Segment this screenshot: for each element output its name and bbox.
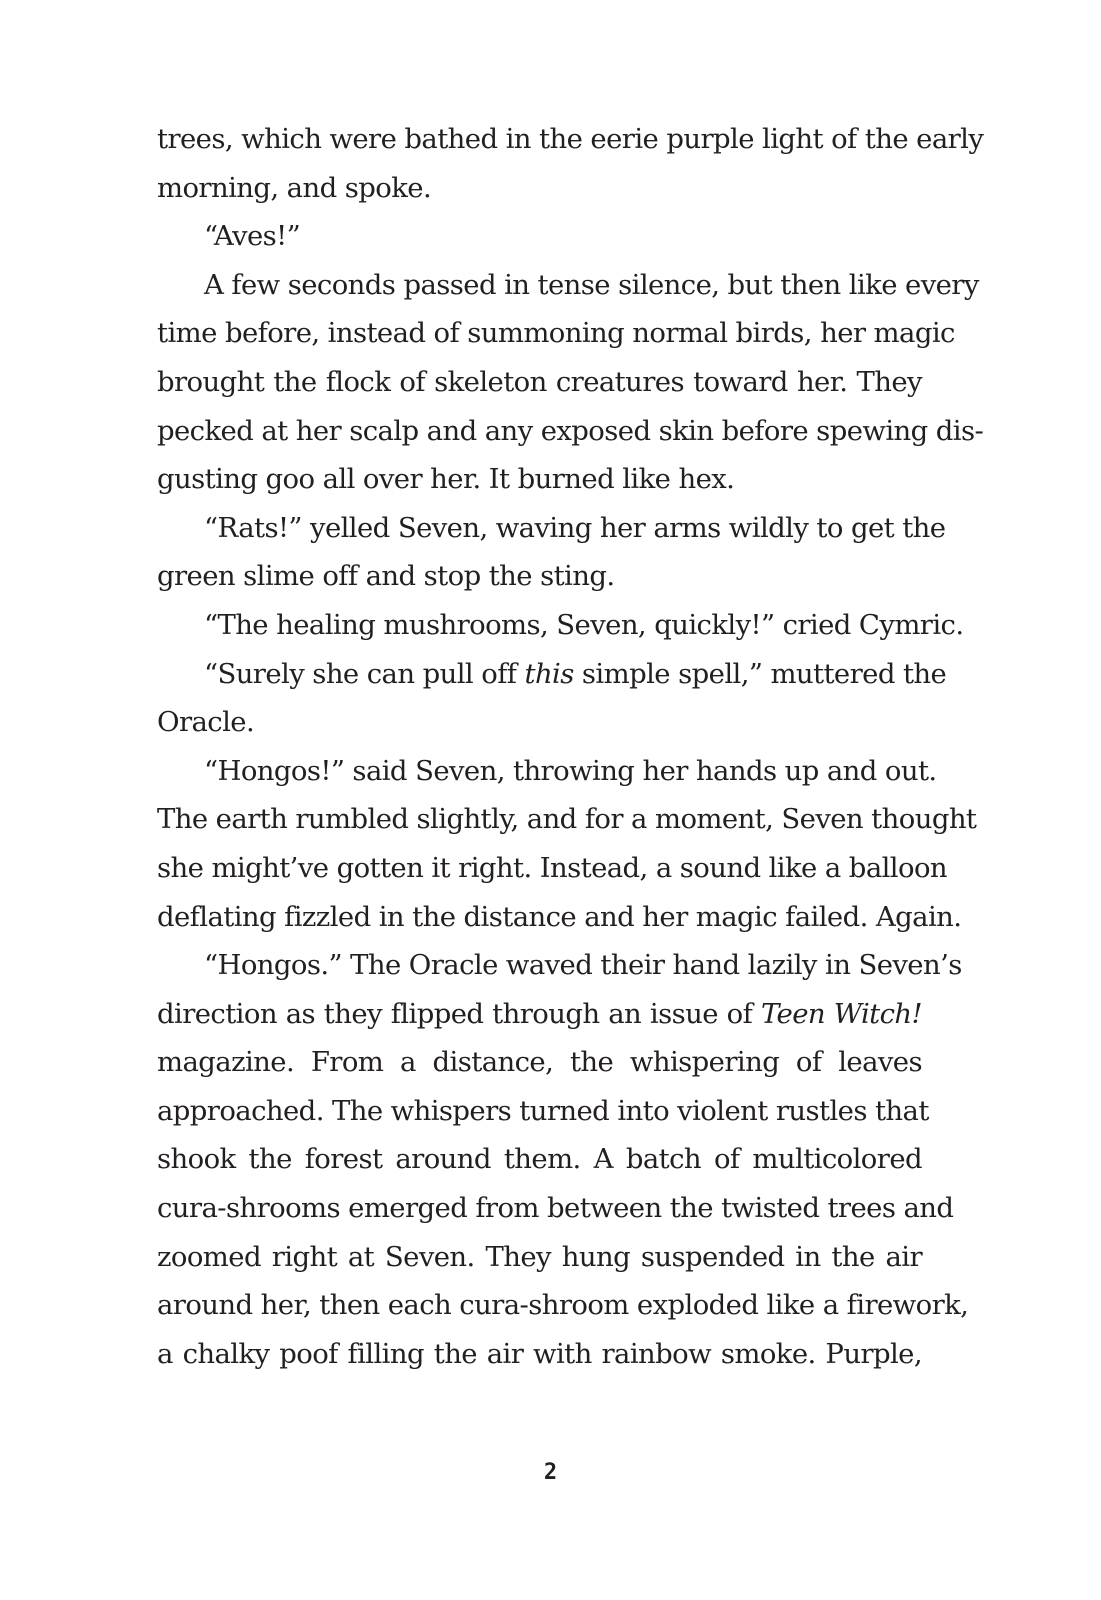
text-line: [157, 212, 922, 261]
text-run: “The healing mushrooms, Seven, quickly!” cried Cymric.: [204, 608, 964, 641]
text-run: deflating fizzled in the distance and her magic failed. Again.: [157, 900, 962, 933]
text-run: “Aves!”: [204, 220, 301, 253]
text-line: [157, 358, 922, 407]
text-run: “Hongos.” The Oracle waved their hand lazily in Seven’s: [204, 949, 962, 982]
text-run: Oracle.: [157, 706, 255, 739]
text-line: [157, 990, 922, 1039]
italic-text: Teen Witch!: [760, 997, 922, 1030]
text-line: [157, 650, 947, 699]
text-run: she might’ve gotten it right. Instead, a sound like a balloon: [157, 851, 948, 884]
text-run: a chalky poof filling the air with rainbow smoke. Purple,: [157, 1337, 922, 1370]
text-run: “Surely she can pull off: [204, 657, 525, 690]
text-line: [157, 844, 948, 893]
text-line: [157, 455, 922, 504]
text-line: [157, 407, 984, 456]
text-line: [157, 601, 964, 650]
text-line: [157, 795, 977, 844]
text-line: [157, 1038, 922, 1087]
text-line: [157, 1281, 969, 1330]
text-line: [157, 1233, 922, 1282]
text-line: [157, 504, 946, 553]
text-run: time before, instead of summoning normal birds, her magic: [157, 317, 955, 350]
text-line: [157, 115, 984, 164]
text-line: [157, 698, 922, 747]
text-line: [157, 747, 937, 796]
text-run: zoomed right at Seven. They hung suspended in the air: [157, 1240, 922, 1273]
text-run: brought the flock of skeleton creatures toward her. They: [157, 365, 922, 398]
text-run: direction as they flipped through an issue of: [157, 997, 761, 1030]
text-run: trees, which were bathed in the eerie purple light of the early: [157, 123, 984, 155]
text-run: cura-shrooms emerged from between the twisted trees and: [157, 1192, 954, 1225]
text-line: [157, 1135, 922, 1184]
text-run: pecked at her scalp and any exposed skin before spewing dis-: [157, 414, 984, 447]
text-line: [157, 552, 922, 601]
text-line: [157, 893, 962, 942]
text-line: [157, 164, 922, 213]
italic-text: this: [524, 657, 574, 690]
text-line: [157, 261, 979, 310]
text-run: around her, then each cura-shroom exploded like a firework,: [157, 1289, 969, 1322]
text-run: A few seconds passed in tense silence, but then like every: [204, 268, 979, 301]
text-run: morning, and spoke.: [157, 171, 432, 204]
text-run: magazine. From a distance, the whispering of leaves: [157, 1046, 922, 1079]
text-run: “Hongos!” said Seven, throwing her hands up and out.: [204, 754, 937, 787]
text-line: [157, 309, 955, 358]
text-line: [157, 1330, 922, 1379]
text-run: “Rats!” yelled Seven, waving her arms wildly to get the: [204, 511, 946, 544]
body-text: [157, 115, 984, 1378]
text-run: simple spell,” muttered the: [573, 657, 947, 690]
text-line: [157, 1087, 929, 1136]
page-number: 2: [543, 1460, 558, 1485]
text-line: [157, 1184, 954, 1233]
text-run: gusting goo all over her. It burned like hex.: [157, 463, 735, 496]
text-line: [157, 941, 962, 990]
text-run: approached. The whispers turned into violent rustles that: [157, 1094, 929, 1127]
text-run: shook the forest around them. A batch of multicolored: [157, 1143, 922, 1176]
text-run: green slime off and stop the sting.: [157, 560, 615, 593]
text-run: The earth rumbled slightly, and for a moment, Seven thought: [157, 803, 977, 836]
